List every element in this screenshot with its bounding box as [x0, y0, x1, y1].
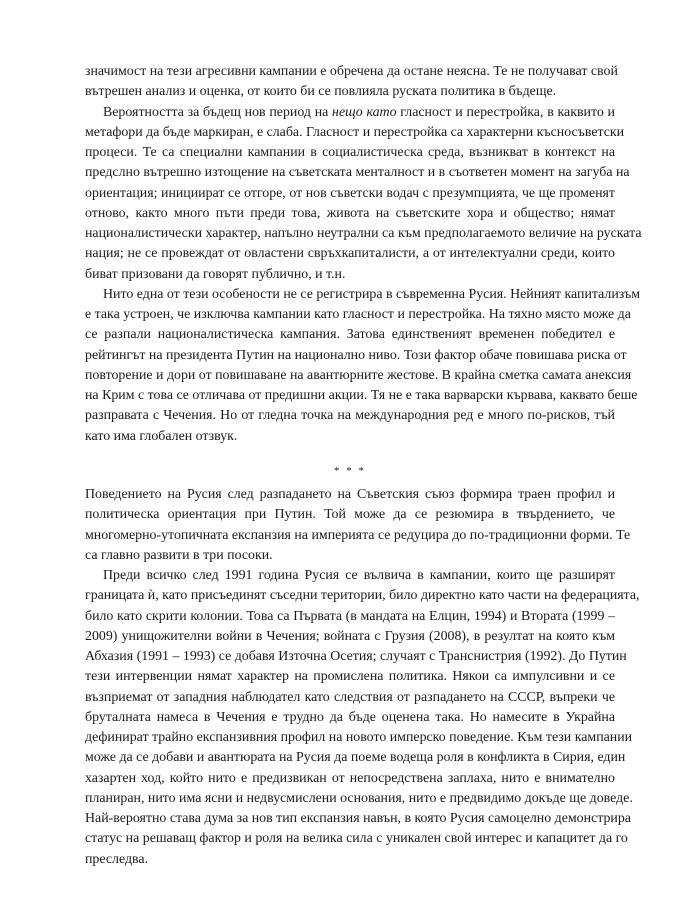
document-page [85, 62, 642, 870]
text-line: Поведението на Русия след разпадането на Съветския съюз формира траен профил и [85, 487, 615, 502]
paragraph-3 [85, 285, 641, 447]
text-segment: гласност и перестройка, в каквито и [396, 104, 615, 120]
paragraph-4 [85, 485, 631, 566]
text-line: националистически характер, напълно неутрални са към предполагаемото величие на руската [85, 226, 642, 241]
text-line: 2009) унищожителни войни в Чечения; войната с Грузия (2008), в резултат на която към [85, 628, 615, 644]
text-line: Абхазия (1991 – 1993) се добавя Източна Осетия; случаят с Транснистрия (1992). До Путин [85, 649, 627, 664]
paragraph-1 [85, 62, 618, 103]
text-line: се разпали националистическа кампания. Затова единственият временен победител е [85, 327, 615, 343]
text-line: Нито една от тези особености не се регистрира в съвременна Русия. Нейният капитализъм [103, 286, 641, 302]
text-line: границата ѝ, като присъединят съседни територии, било директно като части на федерацията, [85, 588, 640, 604]
text-line: метафори да бъде маркиран, е слаба. Гласност и перестройка са характерни късносъветски [85, 124, 625, 140]
paragraph-5 [85, 566, 640, 870]
text-line: разправата с Чечения. Но от гледна точка на международния ред е много по-рисков, тъй [85, 408, 615, 424]
text-line: на Крим с това се отличава от предишни акции. Тя не е така варварски кървава, каквато беше [85, 388, 638, 403]
text-line: предслно вътрешно изтощение на съветската менталност и в съответен момент на загуба на [85, 165, 630, 181]
text-line: хазартен ход, който нито е предизвикан от непосредствена заплаха, нито е внимателно [85, 770, 615, 786]
text-line: статус на решаващ фактор и роля на велика сила с уникален свой интерес и капацитет да го [85, 831, 628, 847]
section-separator: * * * [334, 464, 366, 477]
text-line: ориентация; инициират се отгоре, от нов съветски водач с презумпцията, че ще променят [85, 185, 615, 201]
text-line: нация; не се провеждат от овластени свръхкапиталисти, а от интелектуални среди, които [85, 246, 615, 262]
text-line: тези интервенции нямат характер на промислена политика. Някои са импулсивни и се [85, 669, 615, 685]
text-line: като има глобален отзвук. [85, 428, 238, 444]
text-line: Най-вероятно става дума за нов тип експанзия навън, в която Русия самоцелно демонстрира [85, 811, 631, 826]
text-line: Преди всичко след 1991 година Русия се вълвича в кампании, които ще разширят [103, 568, 615, 583]
italic-phrase: нещо като [332, 104, 397, 120]
text-line: биват призовани да говорят публично, и т.н. [85, 266, 346, 282]
text-line: процеси. Те са специални кампании в социалистическа среда, възникват в контекст на [85, 145, 615, 160]
text-line: възприемат от западния наблюдател като следствия от разпадането на СССР, въпреки че [85, 689, 615, 705]
text-line: е така устроен, че изключва кампании като гласност и перестройка. На тяхно място може да [85, 307, 631, 322]
text-line: планиран, нито има ясни и недвусмислени основания, нито е предвидимо докъде ще доведе. [85, 790, 633, 806]
text-line-with-italic [85, 103, 615, 123]
text-segment: Вероятността за бъдещ нов период на [103, 104, 333, 120]
paragraph-2 [85, 103, 642, 285]
text-line: рейтингът на президента Путин на национално ниво. Този фактор обаче повишава риска от [85, 347, 627, 363]
text-line: отново, както много пъти преди това, живота на съветските хора и общество; нямат [85, 205, 615, 221]
text-line: преследва. [85, 851, 149, 867]
text-line: може да се добави и авантюрата на Русия да поеме водеща роля в конфликта в Сирия, един [85, 750, 626, 766]
text-line: значимост на тези агресивни кампании е обречена да остане неясна. Те не получават свой [85, 64, 618, 79]
text-line: политическа ориентация при Путин. Той може да се резюмира в твърдението, че [85, 507, 615, 523]
text-line: бруталната намеса в Чечения е трудно да бъде оценена така. Но намесите в Украйна [85, 709, 615, 725]
text-line: многомерно-утопичната експанзия на империята се редуцира до по-традиционни форми. Те [85, 527, 631, 543]
text-line: са главно развити в три посоки. [85, 547, 273, 563]
text-line: било като скрити колонии. Това са Първата (в мандата на Елцин, 1994) и Втората (1999 – [85, 608, 615, 624]
text-line: вътрешен анализ и оценка, от които би се повлияла руската политика в бъдеще. [85, 84, 557, 100]
text-line: повторение и дори от повишаване на авантюрните жестове. В крайна сметка самата анексия [85, 367, 632, 383]
text-line: дефинират трайно експанзивния профил на новото имперско поведение. Към тези кампании [85, 730, 633, 745]
